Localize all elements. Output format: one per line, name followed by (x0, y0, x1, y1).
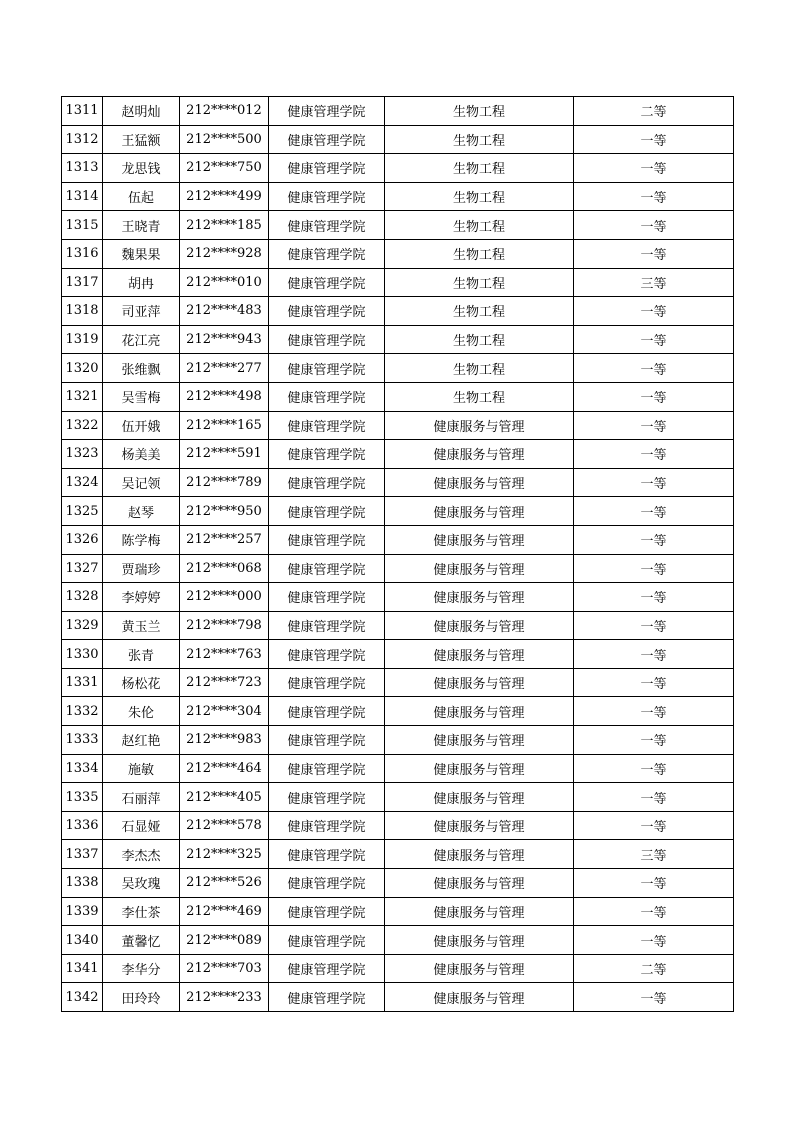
student-name-cell: 朱伦 (103, 697, 180, 726)
student-id-cell: 212****068 (180, 554, 269, 583)
major-cell: 生物工程 (385, 382, 574, 411)
major-cell: 健康服务与管理 (385, 468, 574, 497)
row-number-cell: 1339 (62, 897, 103, 926)
major-cell: 生物工程 (385, 125, 574, 154)
major-cell: 生物工程 (385, 97, 574, 126)
major-cell: 健康服务与管理 (385, 726, 574, 755)
student-name-cell: 赵明灿 (103, 97, 180, 126)
student-id-cell: 212****405 (180, 783, 269, 812)
table-row (62, 297, 734, 326)
table-row (62, 640, 734, 669)
table-body (62, 97, 734, 1012)
student-id-cell: 212****703 (180, 954, 269, 983)
major-cell: 健康服务与管理 (385, 525, 574, 554)
college-cell: 健康管理学院 (269, 611, 385, 640)
grade-cell: 三等 (574, 268, 734, 297)
college-cell: 健康管理学院 (269, 840, 385, 869)
major-cell: 生物工程 (385, 325, 574, 354)
table-row (62, 268, 734, 297)
row-number-cell: 1321 (62, 382, 103, 411)
college-cell: 健康管理学院 (269, 926, 385, 955)
student-name-cell: 伍起 (103, 182, 180, 211)
table-row (62, 783, 734, 812)
row-number-cell: 1311 (62, 97, 103, 126)
grade-cell: 一等 (574, 983, 734, 1012)
grade-cell: 一等 (574, 440, 734, 469)
student-id-cell: 212****499 (180, 182, 269, 211)
grade-cell: 一等 (574, 754, 734, 783)
row-number-cell: 1340 (62, 926, 103, 955)
grade-cell: 一等 (574, 325, 734, 354)
college-cell: 健康管理学院 (269, 354, 385, 383)
row-number-cell: 1336 (62, 811, 103, 840)
major-cell: 健康服务与管理 (385, 497, 574, 526)
table-row (62, 983, 734, 1012)
major-cell: 健康服务与管理 (385, 840, 574, 869)
table-row (62, 97, 734, 126)
table-row (62, 325, 734, 354)
college-cell: 健康管理学院 (269, 497, 385, 526)
student-name-cell: 伍开娥 (103, 411, 180, 440)
major-cell: 生物工程 (385, 354, 574, 383)
student-name-cell: 陈学梅 (103, 525, 180, 554)
student-id-cell: 212****526 (180, 869, 269, 898)
student-name-cell: 杨松花 (103, 668, 180, 697)
grade-cell: 一等 (574, 468, 734, 497)
student-name-cell: 张青 (103, 640, 180, 669)
grade-cell: 三等 (574, 840, 734, 869)
student-name-cell: 石显娅 (103, 811, 180, 840)
student-id-cell: 212****469 (180, 897, 269, 926)
row-number-cell: 1315 (62, 211, 103, 240)
student-id-cell: 212****233 (180, 983, 269, 1012)
major-cell: 生物工程 (385, 211, 574, 240)
student-name-cell: 施敏 (103, 754, 180, 783)
college-cell: 健康管理学院 (269, 325, 385, 354)
student-name-cell: 李仕茶 (103, 897, 180, 926)
college-cell: 健康管理学院 (269, 869, 385, 898)
student-id-cell: 212****012 (180, 97, 269, 126)
student-id-cell: 212****010 (180, 268, 269, 297)
table-row (62, 697, 734, 726)
grade-cell: 一等 (574, 726, 734, 755)
college-cell: 健康管理学院 (269, 211, 385, 240)
table-row (62, 726, 734, 755)
table-row (62, 754, 734, 783)
major-cell: 生物工程 (385, 154, 574, 183)
college-cell: 健康管理学院 (269, 154, 385, 183)
student-name-cell: 司亚萍 (103, 297, 180, 326)
major-cell: 健康服务与管理 (385, 926, 574, 955)
student-name-cell: 王晓青 (103, 211, 180, 240)
row-number-cell: 1331 (62, 668, 103, 697)
table-row (62, 239, 734, 268)
grade-cell: 一等 (574, 354, 734, 383)
student-id-cell: 212****483 (180, 297, 269, 326)
scholarship-list-table (61, 96, 734, 1012)
student-id-cell: 212****763 (180, 640, 269, 669)
table-row (62, 154, 734, 183)
major-cell: 健康服务与管理 (385, 583, 574, 612)
college-cell: 健康管理学院 (269, 983, 385, 1012)
row-number-cell: 1334 (62, 754, 103, 783)
college-cell: 健康管理学院 (269, 668, 385, 697)
student-id-cell: 212****723 (180, 668, 269, 697)
student-id-cell: 212****277 (180, 354, 269, 383)
row-number-cell: 1335 (62, 783, 103, 812)
row-number-cell: 1328 (62, 583, 103, 612)
student-name-cell: 李婷婷 (103, 583, 180, 612)
student-name-cell: 李杰杰 (103, 840, 180, 869)
table-row (62, 611, 734, 640)
row-number-cell: 1342 (62, 983, 103, 1012)
major-cell: 健康服务与管理 (385, 697, 574, 726)
college-cell: 健康管理学院 (269, 440, 385, 469)
student-id-cell: 212****257 (180, 525, 269, 554)
row-number-cell: 1313 (62, 154, 103, 183)
student-name-cell: 胡冉 (103, 268, 180, 297)
student-id-cell: 212****578 (180, 811, 269, 840)
major-cell: 生物工程 (385, 268, 574, 297)
college-cell: 健康管理学院 (269, 640, 385, 669)
student-name-cell: 吴记领 (103, 468, 180, 497)
table-row (62, 411, 734, 440)
student-id-cell: 212****165 (180, 411, 269, 440)
row-number-cell: 1323 (62, 440, 103, 469)
major-cell: 健康服务与管理 (385, 440, 574, 469)
major-cell: 健康服务与管理 (385, 554, 574, 583)
grade-cell: 一等 (574, 869, 734, 898)
table-row (62, 840, 734, 869)
row-number-cell: 1320 (62, 354, 103, 383)
college-cell: 健康管理学院 (269, 525, 385, 554)
grade-cell: 一等 (574, 525, 734, 554)
row-number-cell: 1319 (62, 325, 103, 354)
student-name-cell: 贾瑞珍 (103, 554, 180, 583)
major-cell: 生物工程 (385, 239, 574, 268)
table-row (62, 869, 734, 898)
college-cell: 健康管理学院 (269, 297, 385, 326)
table-row (62, 897, 734, 926)
major-cell: 生物工程 (385, 182, 574, 211)
college-cell: 健康管理学院 (269, 239, 385, 268)
student-name-cell: 田玲玲 (103, 983, 180, 1012)
row-number-cell: 1324 (62, 468, 103, 497)
student-name-cell: 赵琴 (103, 497, 180, 526)
student-id-cell: 212****750 (180, 154, 269, 183)
row-number-cell: 1318 (62, 297, 103, 326)
major-cell: 健康服务与管理 (385, 783, 574, 812)
college-cell: 健康管理学院 (269, 783, 385, 812)
grade-cell: 二等 (574, 954, 734, 983)
grade-cell: 一等 (574, 811, 734, 840)
major-cell: 健康服务与管理 (385, 811, 574, 840)
major-cell: 健康服务与管理 (385, 983, 574, 1012)
row-number-cell: 1337 (62, 840, 103, 869)
grade-cell: 一等 (574, 125, 734, 154)
table-row (62, 811, 734, 840)
student-id-cell: 212****798 (180, 611, 269, 640)
table-row (62, 668, 734, 697)
major-cell: 健康服务与管理 (385, 954, 574, 983)
row-number-cell: 1322 (62, 411, 103, 440)
college-cell: 健康管理学院 (269, 726, 385, 755)
college-cell: 健康管理学院 (269, 268, 385, 297)
student-name-cell: 杨美美 (103, 440, 180, 469)
college-cell: 健康管理学院 (269, 697, 385, 726)
table-row (62, 354, 734, 383)
table-row (62, 182, 734, 211)
row-number-cell: 1325 (62, 497, 103, 526)
college-cell: 健康管理学院 (269, 468, 385, 497)
row-number-cell: 1316 (62, 239, 103, 268)
college-cell: 健康管理学院 (269, 754, 385, 783)
college-cell: 健康管理学院 (269, 954, 385, 983)
table-row (62, 583, 734, 612)
grade-cell: 一等 (574, 926, 734, 955)
table-row (62, 954, 734, 983)
major-cell: 健康服务与管理 (385, 897, 574, 926)
major-cell: 健康服务与管理 (385, 611, 574, 640)
major-cell: 健康服务与管理 (385, 411, 574, 440)
student-name-cell: 李华分 (103, 954, 180, 983)
college-cell: 健康管理学院 (269, 97, 385, 126)
major-cell: 健康服务与管理 (385, 668, 574, 697)
student-name-cell: 董馨忆 (103, 926, 180, 955)
table-row (62, 525, 734, 554)
row-number-cell: 1330 (62, 640, 103, 669)
college-cell: 健康管理学院 (269, 811, 385, 840)
college-cell: 健康管理学院 (269, 583, 385, 612)
row-number-cell: 1338 (62, 869, 103, 898)
grade-cell: 一等 (574, 697, 734, 726)
table-row (62, 926, 734, 955)
table-row (62, 554, 734, 583)
table-row (62, 211, 734, 240)
student-id-cell: 212****089 (180, 926, 269, 955)
grade-cell: 一等 (574, 382, 734, 411)
student-id-cell: 212****983 (180, 726, 269, 755)
college-cell: 健康管理学院 (269, 897, 385, 926)
major-cell: 生物工程 (385, 297, 574, 326)
grade-cell: 一等 (574, 239, 734, 268)
college-cell: 健康管理学院 (269, 182, 385, 211)
major-cell: 健康服务与管理 (385, 640, 574, 669)
row-number-cell: 1314 (62, 182, 103, 211)
student-id-cell: 212****000 (180, 583, 269, 612)
row-number-cell: 1326 (62, 525, 103, 554)
student-name-cell: 黄玉兰 (103, 611, 180, 640)
major-cell: 健康服务与管理 (385, 869, 574, 898)
table-row (62, 440, 734, 469)
grade-cell: 一等 (574, 182, 734, 211)
table-row (62, 382, 734, 411)
college-cell: 健康管理学院 (269, 554, 385, 583)
student-id-cell: 212****325 (180, 840, 269, 869)
student-name-cell: 魏果果 (103, 239, 180, 268)
student-id-cell: 212****185 (180, 211, 269, 240)
college-cell: 健康管理学院 (269, 125, 385, 154)
student-id-cell: 212****464 (180, 754, 269, 783)
row-number-cell: 1317 (62, 268, 103, 297)
grade-cell: 一等 (574, 411, 734, 440)
grade-cell: 一等 (574, 668, 734, 697)
college-cell: 健康管理学院 (269, 411, 385, 440)
student-name-cell: 吴玫瑰 (103, 869, 180, 898)
grade-cell: 一等 (574, 211, 734, 240)
row-number-cell: 1333 (62, 726, 103, 755)
student-id-cell: 212****500 (180, 125, 269, 154)
row-number-cell: 1341 (62, 954, 103, 983)
grade-cell: 一等 (574, 783, 734, 812)
student-id-cell: 212****591 (180, 440, 269, 469)
row-number-cell: 1327 (62, 554, 103, 583)
student-id-cell: 212****498 (180, 382, 269, 411)
grade-cell: 一等 (574, 611, 734, 640)
college-cell: 健康管理学院 (269, 382, 385, 411)
grade-cell: 一等 (574, 554, 734, 583)
row-number-cell: 1332 (62, 697, 103, 726)
student-id-cell: 212****943 (180, 325, 269, 354)
student-name-cell: 吴雪梅 (103, 382, 180, 411)
student-name-cell: 王猛额 (103, 125, 180, 154)
table-row (62, 497, 734, 526)
student-id-cell: 212****950 (180, 497, 269, 526)
grade-cell: 一等 (574, 297, 734, 326)
row-number-cell: 1329 (62, 611, 103, 640)
grade-cell: 一等 (574, 897, 734, 926)
student-name-cell: 花江亮 (103, 325, 180, 354)
grade-cell: 二等 (574, 97, 734, 126)
student-name-cell: 赵红艳 (103, 726, 180, 755)
major-cell: 健康服务与管理 (385, 754, 574, 783)
grade-cell: 一等 (574, 640, 734, 669)
table-row (62, 468, 734, 497)
row-number-cell: 1312 (62, 125, 103, 154)
table-row (62, 125, 734, 154)
student-name-cell: 张维飘 (103, 354, 180, 383)
student-id-cell: 212****304 (180, 697, 269, 726)
student-name-cell: 石丽萍 (103, 783, 180, 812)
grade-cell: 一等 (574, 583, 734, 612)
grade-cell: 一等 (574, 154, 734, 183)
grade-cell: 一等 (574, 497, 734, 526)
student-id-cell: 212****789 (180, 468, 269, 497)
student-id-cell: 212****928 (180, 239, 269, 268)
student-name-cell: 龙思钱 (103, 154, 180, 183)
